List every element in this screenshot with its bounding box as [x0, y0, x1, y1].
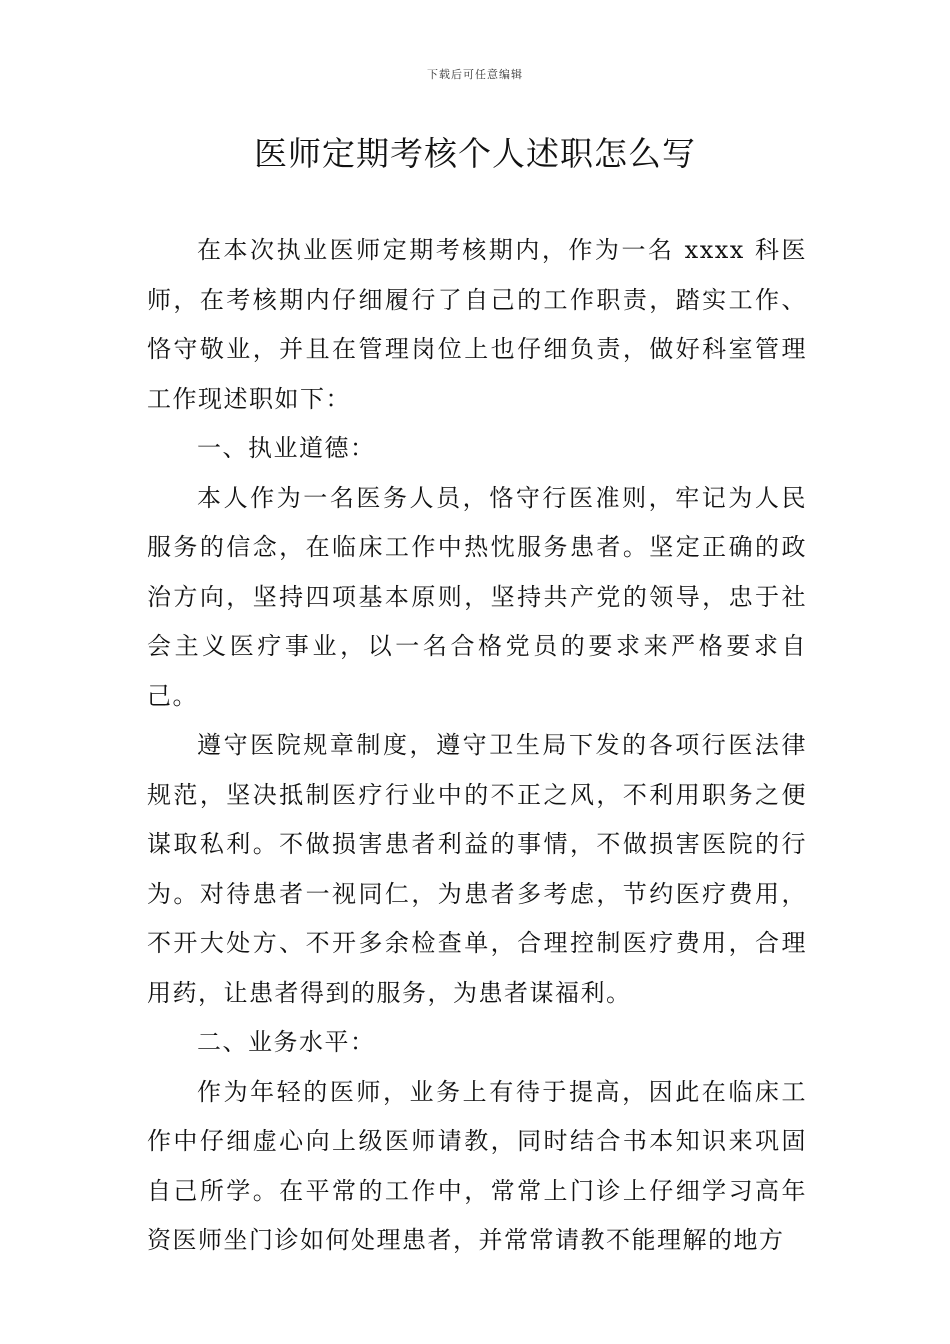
paragraph-ethics-2: 遵守医院规章制度，遵守卫生局下发的各项行医法律规范，坚决抵制医疗行业中的不正之风，不利用职务之便谋取私利。不做损害患者利益的事情，不做损害医院的行为。对待患者一视同仁，为患者多考虑，节约医疗费用，不开大处方、不开多余检查单，合理控制医疗费用，合理用药，让患者得到的服务，为患者谋福利。: [147, 731, 807, 1007]
section-heading-ethics: 一、执业道德：: [197, 434, 376, 462]
section-heading-skills: 二、业务水平：: [197, 1028, 376, 1056]
document-title: 医师定期考核个人述职怎么写: [254, 134, 696, 173]
paragraph-intro: 在本次执业医师定期考核期内，作为一名 xxxx 科医师，在考核期内仔细履行了自己的工作职责，踏实工作、恪守敬业，并且在管理岗位上也仔细负责，做好科室管理工作现述职如下：: [147, 236, 807, 413]
paragraph-ethics-1: 本人作为一名医务人员，恪守行医准则，牢记为人民服务的信念，在临床工作中热忱服务患者。坚定正确的政治方向，坚持四项基本原则，坚持共产党的领导，忠于社会主义医疗事业，以一名合格党员的要求来严格要求自己。: [147, 483, 807, 710]
paragraph-skills-1: 作为年轻的医师，业务上有待于提高，因此在临床工作中仔细虚心向上级医师请教，同时结合书本知识来巩固自己所学。在平常的工作中，常常上门诊上仔细学习高年资医师坐门诊如何处理患者，并常常请教不能理解的地方: [147, 1077, 807, 1254]
document-body: [147, 226, 807, 1266]
header-note: 下载后可任意编辑: [427, 68, 523, 81]
